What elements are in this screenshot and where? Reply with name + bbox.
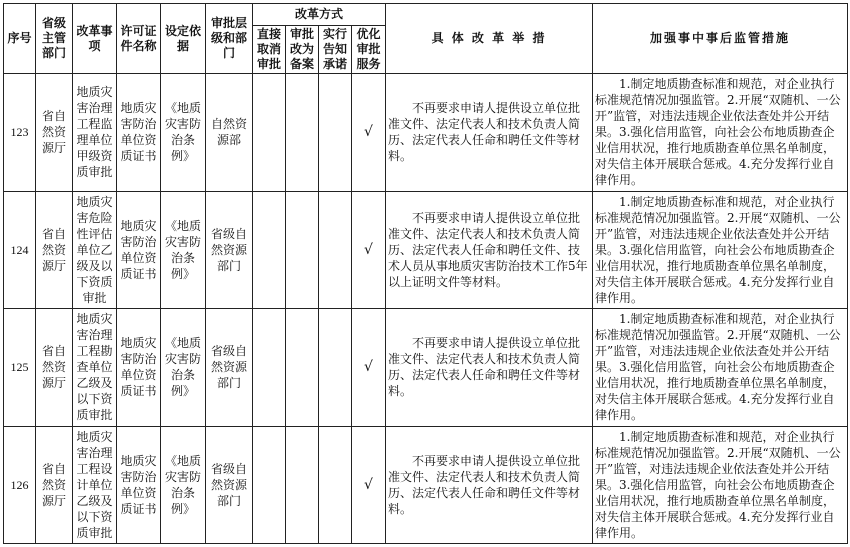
cell-basis: 《地质灾害防治条例》 [161, 309, 206, 427]
cell-dept: 省自然资源厅 [36, 74, 73, 192]
cell-item: 地质灾害治理工程监理单位甲级资质审批 [73, 74, 117, 192]
cell-method-cancel [253, 74, 286, 192]
header-level: 审批层级和部门 [206, 4, 253, 74]
cell-license: 地质灾害防治单位资质证书 [117, 309, 161, 427]
cell-measures: 不再要求申请人提供设立单位批准文件、法定代表人和技术负责人简历、法定代表人任命和聘任文件等材料。 [386, 74, 593, 192]
header-supervision: 加强事中事后监管措施 [593, 4, 848, 74]
cell-method-optimize: √ [352, 191, 386, 309]
cell-license: 地质灾害防治单位资质证书 [117, 426, 161, 544]
header-method-optimize: 优化审批服务 [352, 26, 386, 74]
cell-item: 地质灾害危险性评估单位乙级及以下资质审批 [73, 191, 117, 309]
cell-item: 地质灾害治理工程设计单位乙级及以下资质审批 [73, 426, 117, 544]
cell-method-promise [319, 74, 352, 192]
cell-method-optimize: √ [352, 309, 386, 427]
header-row-top [4, 4, 848, 26]
header-item: 改革事项 [73, 4, 117, 74]
cell-measures: 不再要求申请人提供设立单位批准文件、法定代表人和技术负责人简历、法定代表人任命和聘任文件等材料。 [386, 309, 593, 427]
reform-table [3, 3, 848, 544]
cell-method-cancel [253, 191, 286, 309]
cell-method-record [286, 74, 319, 192]
header-basis: 设定依据 [161, 4, 206, 74]
cell-basis: 《地质灾害防治条例》 [161, 74, 206, 192]
header-method-group: 改革方式 [253, 4, 386, 26]
cell-seq: 124 [4, 191, 36, 309]
table-row [4, 191, 848, 309]
cell-measures: 不再要求申请人提供设立单位批准文件、法定代表人和技术负责人简历、法定代表人任命和聘任文件等材料。 [386, 426, 593, 544]
header-seq: 序号 [4, 4, 36, 74]
cell-supervision: 1.制定地质勘查标准和规范，对企业执行标准规范情况加强监管。2.开展“双随机、一公开”监管，对违法违规企业依法查处并公开结果。3.强化信用监管，向社会公布地质勘查企业信用状况，推行地质勘查单位黑名单制度，对失信主体开展联合惩戒。4.充分发挥行业自律作用。 [593, 191, 848, 309]
cell-method-optimize: √ [352, 426, 386, 544]
cell-supervision: 1.制定地质勘查标准和规范，对企业执行标准规范情况加强监管。2.开展“双随机、一公开”监管，对违法违规企业依法查处并公开结果。3.强化信用监管，向社会公布地质勘查企业信用状况，推行地质勘查单位黑名单制度，对失信主体开展联合惩戒。4.充分发挥行业自律作用。 [593, 74, 848, 192]
cell-seq: 126 [4, 426, 36, 544]
cell-measures: 不再要求申请人提供设立单位批准文件、法定代表人和技术负责人简历、法定代表人任命和聘任文件、技术人员从事地质灾害防治技术工作5年以上证明文件等材料。 [386, 191, 593, 309]
cell-basis: 《地质灾害防治条例》 [161, 426, 206, 544]
cell-method-record [286, 426, 319, 544]
cell-seq: 123 [4, 74, 36, 192]
cell-dept: 省自然资源厅 [36, 426, 73, 544]
header-method-promise: 实行告知承诺 [319, 26, 352, 74]
cell-basis: 《地质灾害防治条例》 [161, 191, 206, 309]
cell-item: 地质灾害治理工程勘查单位乙级及以下资质审批 [73, 309, 117, 427]
cell-license: 地质灾害防治单位资质证书 [117, 74, 161, 192]
cell-supervision: 1.制定地质勘查标准和规范，对企业执行标准规范情况加强监管。2.开展“双随机、一公开”监管，对违法违规企业依法查处并公开结果。3.强化信用监管，向社会公布地质勘查企业信用状况，推行地质勘查单位黑名单制度，对失信主体开展联合惩戒。4.充分发挥行业自律作用。 [593, 426, 848, 544]
header-license: 许可证件名称 [117, 4, 161, 74]
cell-method-promise [319, 426, 352, 544]
cell-seq: 125 [4, 309, 36, 427]
header-measures: 具 体 改 革 举 措 [386, 4, 593, 74]
cell-method-record [286, 309, 319, 427]
cell-level: 省级自然资源部门 [206, 309, 253, 427]
header-method-cancel: 直接取消审批 [253, 26, 286, 74]
cell-method-record [286, 191, 319, 309]
cell-method-cancel [253, 426, 286, 544]
cell-dept: 省自然资源厅 [36, 191, 73, 309]
cell-method-optimize: √ [352, 74, 386, 192]
header-method-record: 审批改为备案 [286, 26, 319, 74]
table-row [4, 74, 848, 192]
cell-supervision: 1.制定地质勘查标准和规范，对企业执行标准规范情况加强监管。2.开展“双随机、一公开”监管，对违法违规企业依法查处并公开结果。3.强化信用监管，向社会公布地质勘查企业信用状况，推行地质勘查单位黑名单制度，对失信主体开展联合惩戒。4.充分发挥行业自律作用。 [593, 309, 848, 427]
table-row [4, 309, 848, 427]
cell-method-promise [319, 309, 352, 427]
header-dept: 省级主管部门 [36, 4, 73, 74]
cell-level: 省级自然资源部门 [206, 426, 253, 544]
cell-license: 地质灾害防治单位资质证书 [117, 191, 161, 309]
cell-level: 自然资源部 [206, 74, 253, 192]
table-row [4, 426, 848, 544]
cell-method-cancel [253, 309, 286, 427]
cell-level: 省级自然资源部门 [206, 191, 253, 309]
cell-dept: 省自然资源厅 [36, 309, 73, 427]
cell-method-promise [319, 191, 352, 309]
